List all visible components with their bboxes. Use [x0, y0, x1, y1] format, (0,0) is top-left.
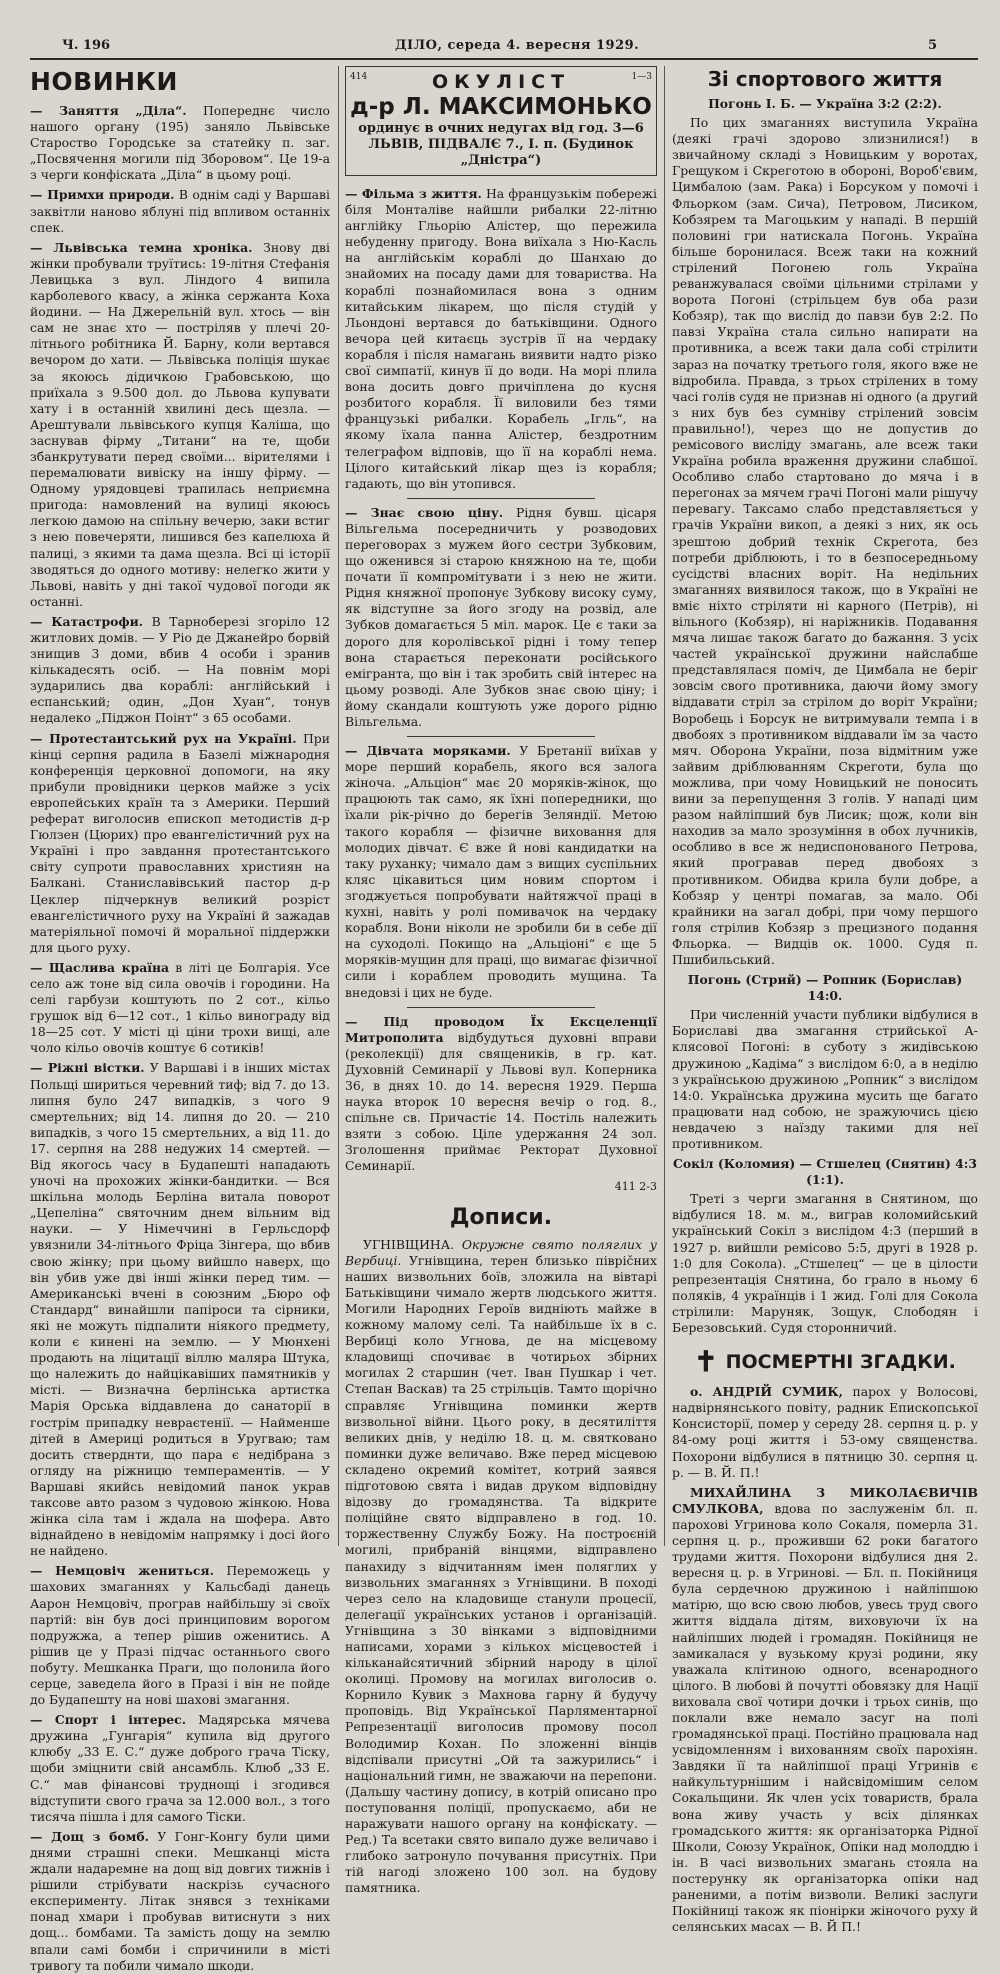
report-item: [345, 1237, 657, 1897]
notice-text: відбудуться духовні вправи (реколекції) для священиків, в гр. кат. Духовній Семинарії у Львові вул. Коперника 36, в днях 10. до 14. вересня 1929. Перша наука второк 10 вересня вечір о год. 8., спільне св. Причастіє 14. Постіль належить взяти з собою. Ціле удержання 24 зол. Зголошення приймає Ректорат Духовної Семинарії.: [345, 1029, 657, 1174]
news-item-title: — Катастрофи.: [30, 613, 144, 629]
section-title-obituaries: ПОСМЕРТНІ ЗГАДКИ.: [725, 1351, 956, 1374]
news-item-title: — Дівчата моряками.: [345, 743, 511, 759]
ad-profession: ОКУЛІСТ: [431, 71, 571, 93]
news-item-text: В однім саді у Варшаві заквітли наново яблуні під впливом останніх спек.: [30, 187, 330, 235]
report-subtitle: Окружне свято поляглих у Вербиці.: [345, 1236, 657, 1268]
match-heading: Сокіл (Коломия) — Стшелец (Снятин) 4:3 (1:1).: [673, 1156, 977, 1188]
obituary-name: МИХАЙЛИНА З МИКОЛАЄВИЧІВ СМУЛКОВА,: [672, 1484, 978, 1516]
column-divider: [664, 66, 665, 1546]
news-item-text: в літі це Болгарія. Усе село аж тоне від сила овочів і городини. На селі гарбузи коштують по 2 сот., кільо грушок від 6—12 сот., 1 кільо винограду від 18—25 сот. У місті ці ціни трохи вищі, але чоло кільо овочів коштує 6 сотиків!: [30, 959, 331, 1056]
news-item-title: — Знає свою ціну.: [345, 504, 504, 520]
news-item-text: Попереднє число нашого органу (195) заняло Львівське Староство Городське за статейку п. заг. „Посвячення могили під Зборовом“. Це 19-а з черги конфіската „Діла“ в цьому році.: [30, 103, 330, 183]
news-item: [345, 505, 657, 730]
ad-code-left: 414: [350, 72, 368, 82]
notice-code: 411 2-3: [614, 1179, 657, 1193]
news-item-title: — Немцовіч жениться.: [30, 1563, 214, 1579]
news-item-text: У Гонг-Конгу були цими днями страшні спеки. Мешканці міста ждали надаремне на дощ від довгих тижнів і рішили стрібувати наскрізь сучасного експерименту. Літак знявся з технiками понад хмари і пробував витиснути з них дощ... бомбами. Та замість дощу на землю впали самі бомби і спричинили в місті тривогу та побили чимало шкоди.: [30, 1828, 330, 1973]
news-item-title: — Дощ з бомб.: [30, 1828, 149, 1844]
header-rule: [30, 58, 978, 60]
news-item-text: В Тарноберезі згоріло 12 житлових домів. — У Ріо де Джанейро борвій знищив 3 доми, вбив 4 особи і зранив кількадесять осіб. — На повнім морі зударились два кораблі: англійський і еспанський; один, „Дон Хуан“, тонув недалеко „Пiджон Поінт“ з 65 особами.: [30, 613, 330, 726]
news-item-text: Перемoжець у шахових змаганнях у Кальсбаді данець Аарон Немцовіч, програв найбільшу зі своїх партій: він був досі принциповим ворогом подружжа, а тепер рішив оженитись. А рішив це у Празі підчас останнього свого побуту. Мешканка Праги, що полонила його серце, заведела його в Празі і він не пойде до Будапешту на нові шахові змагання.: [30, 1563, 330, 1708]
news-item-title: — Львівська темна хроніка.: [30, 239, 253, 255]
notice-title: — Під проводом Їх Ексцеленції Митрополита: [345, 1013, 657, 1045]
news-item-title: — Спорт і інтерес.: [30, 1712, 187, 1728]
section-title-dopysy: Дописи.: [449, 1204, 553, 1230]
news-item-text: У Бретанії виїхав у море перший корабель, якого вся залога жіноча. „Альціон“ має 20 моряків-жінок, що працюють так само, як їхні попередники, що їхали рік-річно до берегів Зеляндії. Метою такого корабля — фізичне виховання для молодих дівчат. Є вже й нові кандидатки на таку руханку; чимало дам з вищих суспільних кляс цікавиться цим новим спортом і згоджується попробувати найтяжчої праці в кухні, навіть у ролі помивачок на чердаку корабля. Вони ніколи не зробили би в себе дії на суходолі. Покищо на „Альціоні“ є ще 5 моряків-мущин для праці, що вимагає фізичної сили і кораблем проводить мущина. Та внедовзі і цих не буде.: [345, 743, 657, 1000]
column-divider: [338, 66, 339, 1546]
obituary-sign: — В. Й П.!: [793, 1919, 861, 1935]
match-heading: Погонь (Стрий) — Ропник (Борислав) 14:0.: [687, 972, 963, 1004]
issue-number: Ч. 196: [62, 38, 111, 53]
retreat-notice: [345, 1014, 657, 1175]
news-item-text: У Варшаві і в інших містах Польщі шириться черевний тиф; від 7. до 13. липня було 247 випадків, з чого 9 смертельних; від 14. липня до 20. — 210 випадків, з чого 15 смертельних, а від 11. до 17. серпня на 288 недужих 14 смертей. — Від якогось часу в Будапешті нападають уночі на прохожих жінки-бандитки. — Вся шкільна молодь Берліна витала поворот „Цепеліна“ святочним днем вільним від науки. — У Німеччині в Герльсдорф увязнили 34-літнього Фріца Зінгера, що вбив свою жінку; при цьому вийшло наверх, що він убив уже дві інші жінки перед тим. — Американські вчені в союзним „Бюро оф Стандард“ винайшли папіроси та сірники, які не можуть підпалити ніякого предмету, коли є кинені на землю. — У Мюнхені продають на ліцитації віллю маляра Штука, що належить до найцікавіших памятників у місті. — Визначна берлінська артистка Марія Орська віддавлена до санаторії в гострім припадку невраєтенії. — Найменше дітей в Америці родиться в Уругваю; там досить стверднти, що пара є недібрана з огляду на ріжницю темпераментів. — У Варшаві якийсь невідомий панок украв таксове авто разом з чудовою жінкою. Нова жінка сіла там і ждала на шофера. Авто віднайдено в невідомім напрямку і досі його не найдено.: [30, 1060, 330, 1559]
obituary-text: вдова по заслуженім бл. п. парохові Угринова коло Сокаля, померла 31. серпня ц. р., проживши 62 роки багатого трудами життя. Похорони відбулися дня 2. вересня ц. р. в Угринові. — Бл. п. Покійниця була сердечною дружиною і найліпшою матірю, що всю свою любов, увесь труд свого життя віддала дітям, виховуючи їх на найліпших людей і громадян. Покійниця не замикалася у вузькому крузі родини, яку уважала клітиною одного, всенародного цілого. В любові й почутті обовязку для Нації виховала свої чотири дочки і трьох синів, що поклали вже немало засуг на полі громадянської праці. Постійно працювала над усвідомленням і вихованням своїх парохіян. Завдяки її та найліпшої праці Угринів є найкультурнішим і найсвідомішим селом Сокальщини. Як член усіх товариств, брала вона живу участь у всіх ділянках громадського життя: як організаторка Рідної Школи, Союзу Українок, Опіки над молоддю і ін. В часі визвольних змагань стояла на постерунку як організаторка опіки над раненими, а потім визволи. Великі заслуги Покійниці також як піонірки жіночого руху й селянських масах: [672, 1500, 978, 1935]
masthead-date: ДІЛО, середа 4. вересня 1929.: [395, 38, 640, 53]
news-item: [30, 187, 330, 235]
news-item: [30, 614, 330, 727]
report-place: УГНІВЩИНА.: [363, 1236, 455, 1252]
ad-doctor-name: д-р Л. МАКСИМОНЬКО: [350, 94, 652, 120]
news-item-title: — Щаслива країна: [30, 959, 170, 975]
separator: [407, 1007, 594, 1008]
news-item: [30, 103, 330, 183]
news-item: [30, 960, 330, 1057]
news-item-text: На французькім побережі біля Монталіве найшли рибалки 22-літню англійку Гльорію Алістер, що пережила небуденну пригоду. Вона виїхала з Ню-Касль на англійськім кораблі до Шанхаю до знайомих на посаду дами для товариства. На кораблі познайомилася вона з одним китайським лікарем, що після студій у Льондоні вертався до батьківщини. Одного вечора цей китаєць зустрів її на чердаку корабля і після намагань виявити надто різко свої симпатії, кинув її до води. На морі плила вона досить довго причiплена до кусня розбитого корабля. Її виловили без тями французькі рибалки. Корабель „Ігль“, на якому їхала панна Алістер, бездротним телеграфом відповів, що її на кораблі нема. Цілого китайський лікар щез із корабля; гадають, що він утопився.: [345, 186, 657, 491]
news-item-text: Рідня бувш. цісаря Вільгельма посередничить у розводових переговорах з мужем його сестри Зубковим, що оженився зі старою княжною на те, щоби почати її компромітувати і з нею не жити. Рідня княжної пропонує Зубкову високу суму, як відступне за його згоду на розвід, але Зубков домагається 5 міл. марок. Це є таки за дорого для королівської рідні і тому тепер вона старається переконати російського емігранта, що він і так зробить свій інтерес на цьому розводі. Але Зубков знає свою ціну; і йому скандали коштують уже дорого рідню Вільгельма.: [345, 504, 657, 729]
match-report: Треті з черги змагання в Снятином, що відбулися 18. м. м., виграв коломийський український Сокіл з вислідом 4:3 (перший в 1927 р. вийшли ремісово 5:5, другі в 1928 р. 1:0 для Сокола). „Стшелец“ — це в цілости репрезентація Снятина, бо грало в ньому 6 поляків, 4 українців і 1 жид. Голі для Сокола стрілили: Маруняк, Зощук, Слободян і Березовський. Судя сторонничий.: [672, 1191, 978, 1336]
column-news: [30, 66, 331, 1973]
news-item-text: При кінці серпня радила в Базелі міжнародня конференція церковної допомоги, на яку прибули провідники церков майже з усіх европейських країн та з Америки. Перший реферат виголосив епископ методистів д-р Гюлзен (Цюрих) про евангелістичний рух на Україні і про завдання протестантського світу супроти православних християн на Балканi. Станиславівський пастор д-р Цеклер підчеркнув великий розріст евангелістичного руху на Україні й зажадав матеріяльної помочі й моральної піддержки для цього руху.: [30, 730, 330, 955]
news-item-title: — Ріжні вістки.: [30, 1060, 145, 1076]
news-item-title: — Фільма з життя.: [345, 186, 482, 201]
news-item-text: Мадярська мячева дружина „Гунгарія“ купила від другого клюбу „33 Е. С.“ дуже доброго грача Тіску, щоби змiцнити свій ансамбль. Клюб „33 Е. С.“ мав фінансові труднощі і згодився відступити свого грача за 12.000 вол., з того тисяча пішла і для самого Тіски.: [30, 1712, 330, 1824]
obituary-item: [672, 1485, 978, 1936]
report-text: Угнівщина, терен близько півріčних наших визвольних боїв, зложила на вівтарі Батьківщини чимало жертв людського життя. Могили Народних Героїв видніють майже в кожному малому селі. Та найбільше їх в с. Вербиці коло Угнова, де на місцевому кладовищі спочиває в чотирьох збірних могилах 2 старшин (чет. Іван Пушкар і чет. Степан Васкав) та 25 стрільців. Тамто щорічно справляє Угнівщина поминки жертв визвольної війни. Цього року, в десятиліття великих днів, у неділю 18. ц. м. святковано поминки дуже величаво. Вже перед місцевою складено окремий комітет, котрий заявся підготовою свята і видав друком відповідну відозву до громадянства. Та відкрите поліційне свято відправлено в год. 10. торжественну Службу Божу. На построєній могилі, прибраній вінцями, відправлено панахиду з відчитанням імен поляглих у визвольних змаганнях з Угнівщини. В поході через село на кладовище станули процесії, делегації українських установ і організацій. Угнівщина з 30 вінками з відповідними написами, хорами з кількох місцевостей і кільканайсятичний збірний народу в цілої околиці. Промову на могилах виголосив о. Корнило Кувик з Махнова гарну й будучу проповідь. Від Української Парляментарної Репрезентації виголосив промову посол Володимир Кохан. По зложенні вінців відспівали присутні „Ой та зажурились“ і національний гимн, не зважаючи на перепони. (Дальшу частину допису, в котрій описано про поступовання поліції, пропускаємо, аби не наражувати нашого органу на конфіскату. — Ред.) Та всетаки свято випало дуже величаво і глибоко затронуло почування присутніх. При тій нагоді зложено 100 зол. на будову памятника.: [345, 1252, 657, 1896]
news-item-title: — Заняття „Діла“.: [30, 103, 187, 118]
obituary-item: [672, 1384, 978, 1481]
ad-address: ЛЬВІВ, ПІДВАЛЄ 7., І. п. (Будинок „Дністра“): [368, 137, 634, 168]
news-item-title: — Примхи природи.: [30, 187, 175, 203]
news-item-title: — Протестантський рух на Україні.: [30, 730, 297, 746]
news-item: [30, 240, 330, 610]
section-title-novynky: НОВИНКИ: [30, 67, 178, 96]
news-item: [30, 731, 330, 956]
match-report: По цих змаганнях виступила Україна (деякі грачі здорово злизнилися!) в звичайному складі з Новицьким у воротах, Грещуком і Скреготою в обороні, Вороб'євим, Цимбалою (зам. Рака) і Борсуком у помочі і Фльорком (зам. Сича), Петровом, Лисиком, Кобзярем та Магоцьким у нападі. В першій половині гри натискала Погонь. Україна більше боронилася. Всеж таки на кожний стрілений Погонею голь Україна реванжувалася своїми цільними стрілами у ворота Погоні (стрільцем був оба рази Кобзяр), так що вислід до павзи був 2:2. По павзі Україна стала сильно напирати на противника, а всеж таки дала собі стрілити зараз на початку третього голя, якого вже не відробила. Правда, з трьох стрілених в тому часі голів судя не признав ні одного (а другий з них був без сумніву стрілений зовсім правильно!), через що не допустив до ремісового висліду змагань, але всеж таки Україна робила враження дружини слабшої. Особливо слабо стартовано до мяча і в перегонах за мячем грачі Погоні мали рішучу перевагу. Таксамо слабо представляється у грачів України викоп, а деякі з них, як ось зрештою добрий технік Скрегота, без потреби дріблюють, і то в безпосередньому сусідстві власних воріт. На недільних змаганнях виявилося також, що в Україні не вміє ніхто стріляти ні карного (Петрів), ні вільного (Кобзяр), ні наріжників. Подавання мяча лишає також багато до бажання. З усіх частей української дружини найслабше представлялася поміч, де Цимбала не берiг зовсім свого противника, даючи йому змогу віддавати стріл за стрілом до воріт України; Воробець і Борсук не витримували темпа і в двобоях з противником віддавали їм за часто мяч. Оборона України, поза відмітним уже зайвим дріблюванням Скреготи, була що можлива, при чому Новицький не поносить вини за перепущення 3 голів. У нападі цим разом найліпший був Лисик; щож, коли він находив за мало зрозуміння в обох лучників, особливо в все ж недиспонованого Петрова, який програвав перед двобоях з противником. Обидва крила були добре, а Кобзяр у центрі помагав, за мало. Обі крайники на загал добрі, при чому першого голя стрілив Кобзяр з прецизного подання Фльорка. — Видців ок. 1000. Судя п. Пшибильський.: [672, 115, 978, 967]
news-item: [30, 1563, 330, 1708]
ad-hours: ординує в очних недугах від год. 3—6: [358, 121, 644, 136]
obituaries-heading: [672, 1345, 978, 1379]
cross-icon: ✝: [694, 1345, 718, 1379]
news-item: [345, 743, 657, 1001]
obituary-name: о. АНДРІЙ СУМИК,: [690, 1384, 843, 1400]
page-number: 5: [928, 38, 938, 53]
news-item: [30, 1712, 330, 1825]
ad-code-right: 1—3: [631, 72, 652, 82]
separator: [407, 736, 594, 737]
news-item: [30, 1060, 330, 1559]
oculist-ad: [345, 66, 657, 176]
news-item: [30, 1829, 330, 1974]
news-item-text: Знову дві жінки пробували труїтись: 19-літня Стефанія Левицька з вул. Ліндого 4 випила карболевого квасу, а жінка сержанта Коха йодини. — На Джерельній вул. хтось — він сам не знає хто — постріляв у плечі 20-літнього робітника Й. Барну, коли вертався вечором до хати. — Львівська поліція шукає за якоюсь дідичкою Грабовською, що приїхала з 9.500 дол. до Львова купувати хату і в останній хвилині десь щезла. — Арештували львівського купця Каліша, що заснував фірму „Титани“ на те, щоби збанкрутувати перед своїми... вірителями і перемалювати вивіску на іншу фірму. — Одному урядовцеві трапилась неприємна пригода: намовлений на вулиці якоюсь легкою дамою на спільну вечерю, заки встиг з нею повечеряти, лишився без капелюха й палиці, з якими та дама щезла. Всі ці історії зводяться до одного мотиву: нелегко жити у Львові, навіть у дні такої чудової погоди як останні.: [30, 239, 330, 609]
match-heading: Погонь І. Б. — Україна 3:2 (2:2).: [708, 96, 942, 111]
match-report: При численній участи публики відбулися в Бориславі два змагання стрийської А-клясової Погоні: в суботу з жидівською дружиною „Кадіма“ з вислідом 6:0, а в неділю з українською дружиною „Ропник“ з вислідом 14:0. Українська дружина мусить ще багато працювати над собою, не зражуючись цією невдачею з наїзду такими для неї противником.: [672, 1007, 978, 1151]
obituary-text: парох у Волосові, надвірнянського повіту, радник Епископської Консисторії, помер у середу 28. серпня ц. р. у 84-ому році життя і 53-ому священства. Похорони відбулися в пятницю 30. серпня ц. р. — В. Й. П.!: [672, 1384, 978, 1480]
news-item: [345, 186, 657, 492]
separator: [407, 498, 594, 499]
column-sport: [672, 66, 978, 1935]
column-middle: [345, 66, 657, 1896]
section-title-sport: Зі спортового життя: [707, 67, 943, 91]
